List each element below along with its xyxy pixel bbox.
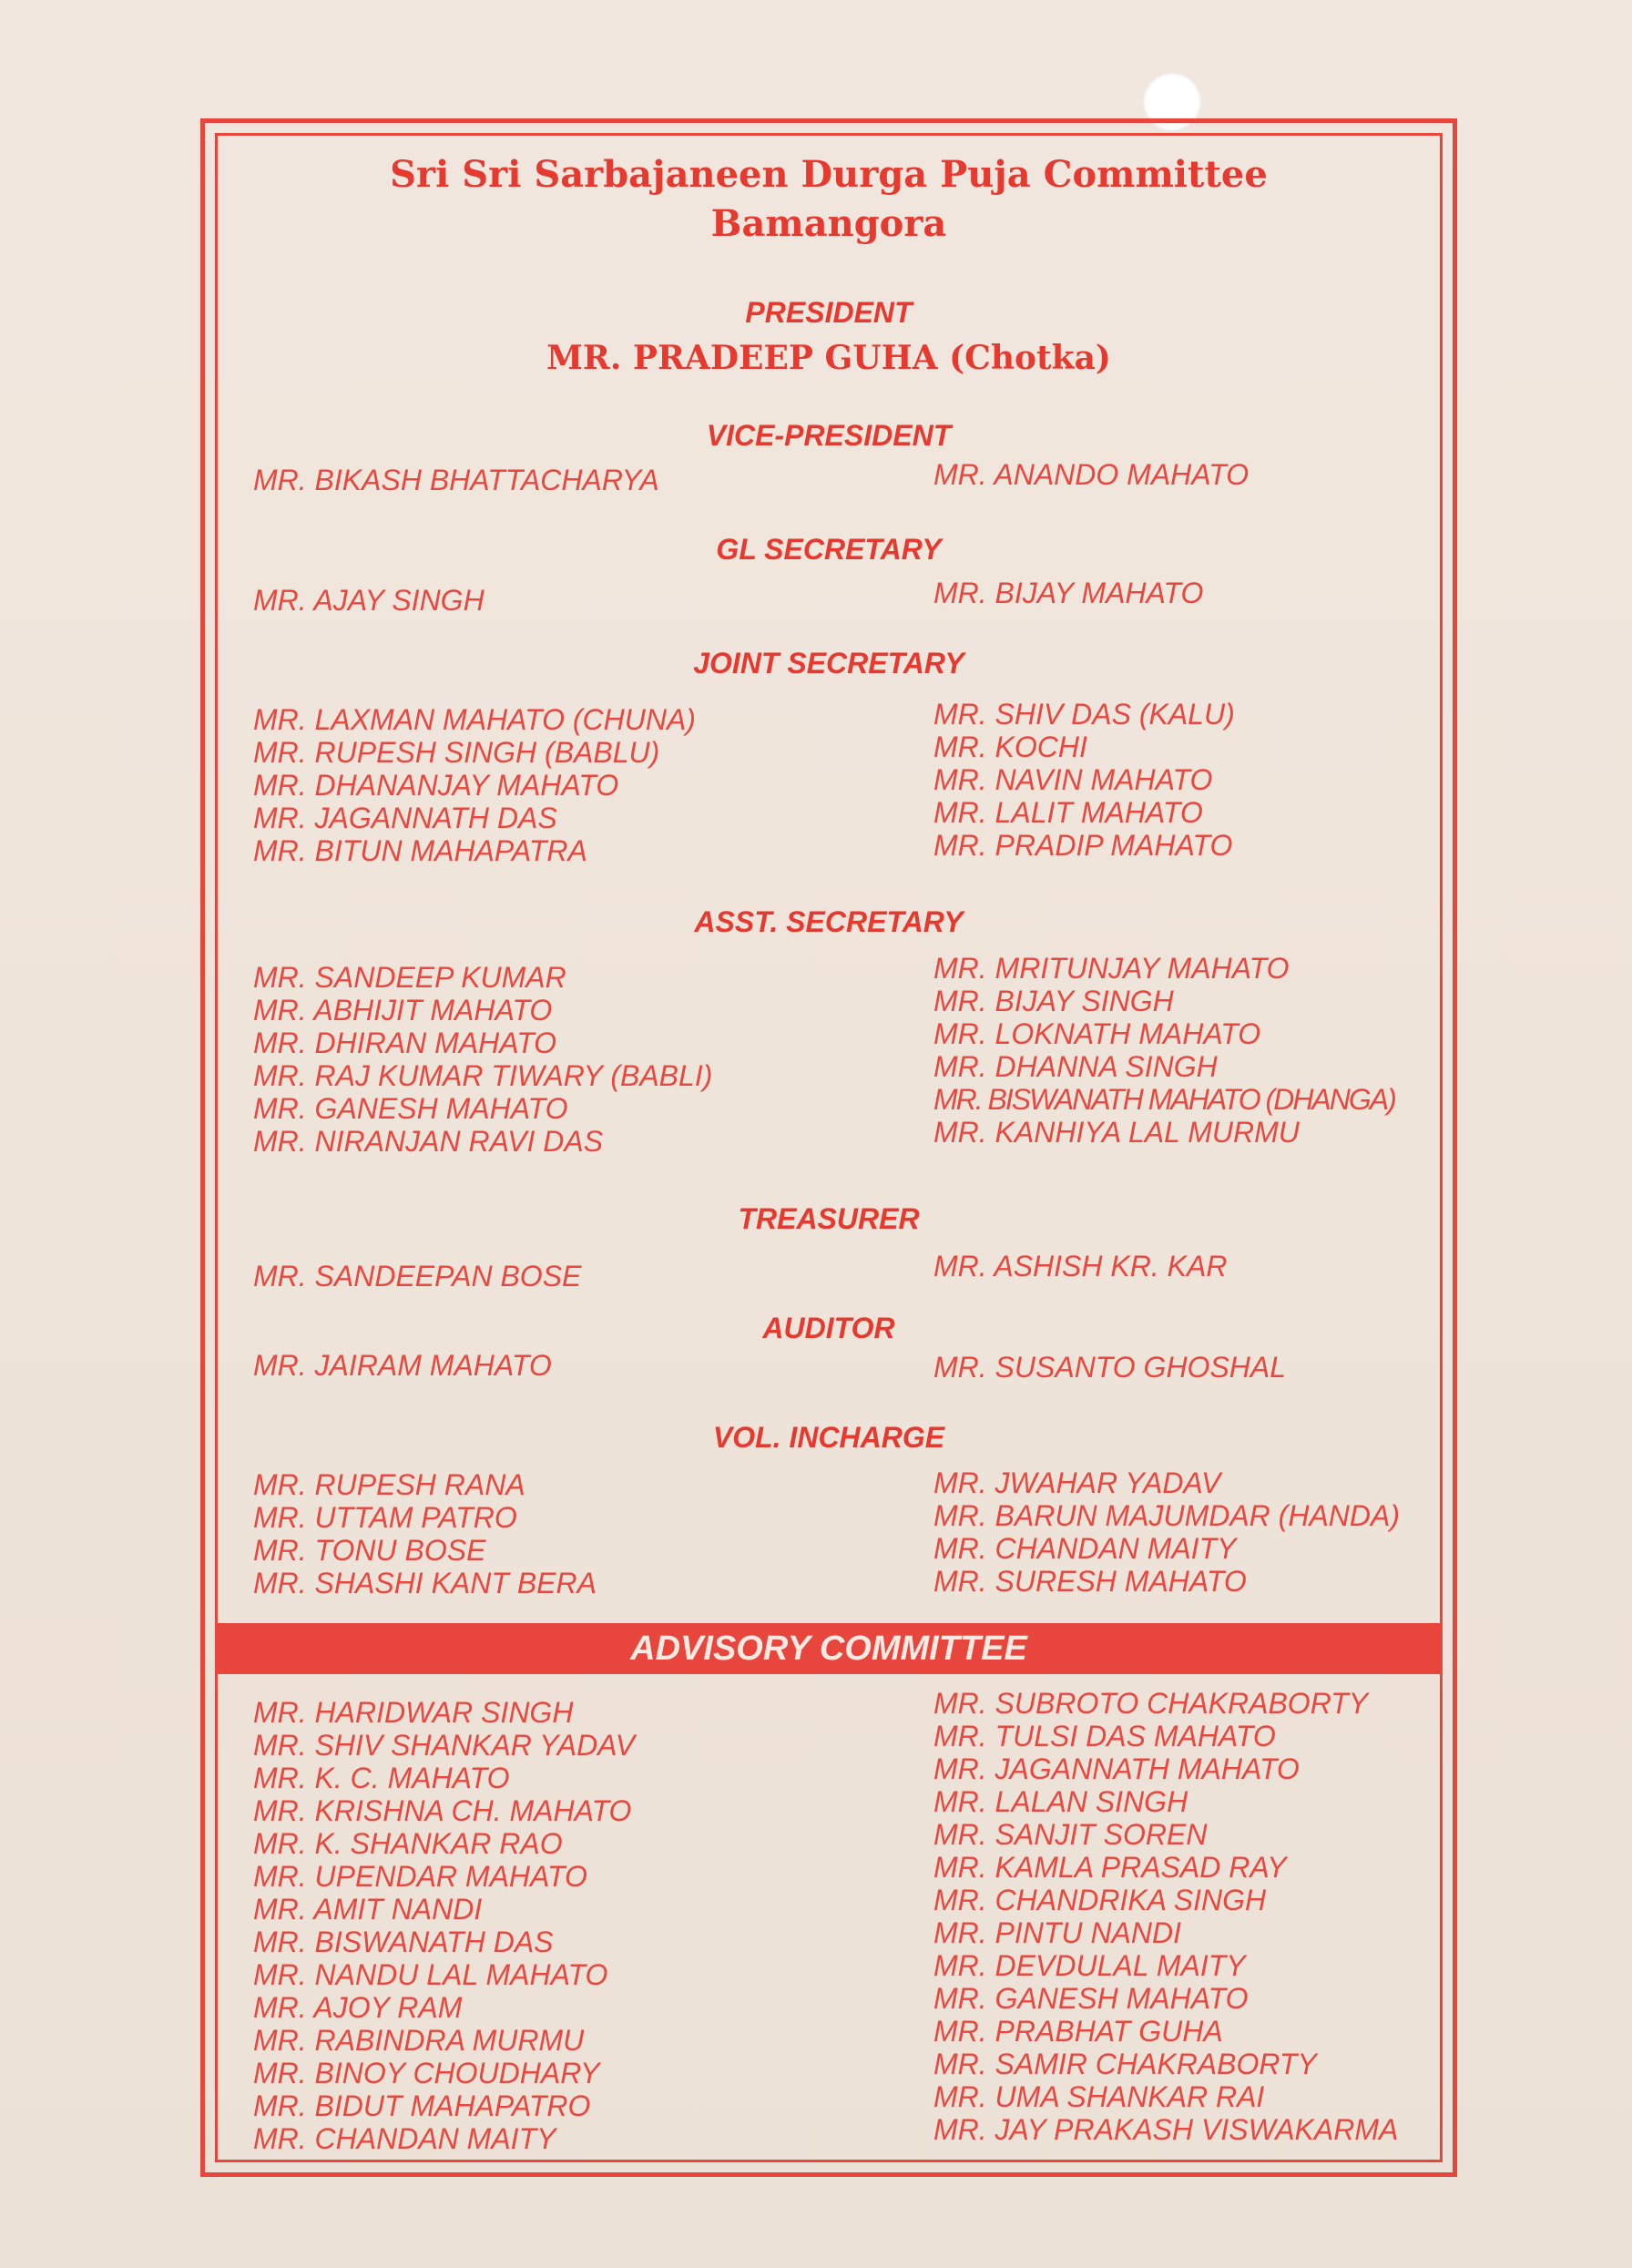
member-name: MR. CHANDAN MAITY [933, 1532, 1237, 1565]
vice-president-left [253, 463, 659, 497]
treasurer-title: TREASURER [738, 1202, 920, 1235]
gl-secretary-right [933, 576, 1203, 610]
member-name: MR. PRABHAT GUHA [933, 2015, 1223, 2048]
member-name: MR. GANESH MAHATO [253, 1092, 568, 1125]
vol-incharge-right [933, 1466, 1400, 1598]
joint-secretary-right [933, 698, 1235, 862]
member-name: MR. DEVDULAL MAITY [933, 1949, 1246, 1982]
member-name: MR. RUPESH RANA [253, 1468, 525, 1501]
asst-secretary-title: ASST. SECRETARY [694, 905, 964, 938]
member-name: MR. DHANNA SINGH [933, 1050, 1218, 1083]
joint-secretary-left [253, 703, 696, 867]
member-name: MR. BITUN MAHAPATRA [253, 834, 587, 867]
member-name: MR. CHANDRIKA SINGH [933, 1884, 1267, 1916]
member-name: MR. LOKNATH MAHATO [933, 1017, 1261, 1050]
member-name: MR. BARUN MAJUMDAR (HANDA) [933, 1499, 1400, 1532]
member-name: MR. BIJAY SINGH [933, 985, 1174, 1017]
member-name: MR. LAXMAN MAHATO (CHUNA) [253, 703, 696, 736]
member-name: MR. KAMLA PRASAD RAY [933, 1851, 1287, 1884]
member-name: MR. JAIRAM MAHATO [253, 1349, 552, 1382]
member-name: MR. CHANDAN MAITY [253, 2122, 556, 2155]
vol-incharge-title: VOL. INCHARGE [712, 1421, 945, 1454]
gl-secretary-title: GL SECRETARY [716, 533, 942, 566]
member-name: MR. SHIV SHANKAR YADAV [253, 1729, 636, 1762]
member-name: MR. TONU BOSE [253, 1534, 486, 1567]
member-name: MR. SUSANTO GHOSHAL [933, 1351, 1287, 1384]
member-name: MR. BIJAY MAHATO [933, 577, 1204, 609]
member-name: MR. SAMIR CHAKRABORTY [933, 2048, 1317, 2080]
member-name: MR. SANDEEP KUMAR [253, 961, 566, 994]
member-name: MR. SANJIT SOREN [933, 1818, 1208, 1851]
joint-secretary-title: JOINT SECRETARY [693, 647, 964, 679]
advisory-committee-left [253, 1696, 635, 2155]
vice-president-right [933, 457, 1249, 492]
member-name: MR. NAVIN MAHATO [933, 763, 1213, 796]
member-name: MR. BIKASH BHATTACHARYA [253, 464, 659, 496]
member-name: MR. TULSI DAS MAHATO [933, 1720, 1276, 1752]
member-name: MR. JWAHAR YADAV [933, 1466, 1221, 1499]
member-name: MR. SANDEEPAN BOSE [253, 1260, 582, 1292]
advisory-committee-right [933, 1687, 1398, 2146]
member-name: MR. KOCHI [933, 730, 1087, 763]
president-title: PRESIDENT [745, 296, 913, 329]
member-name: MR. K. SHANKAR RAO [253, 1827, 563, 1860]
member-name: MR. ANANDO MAHATO [933, 458, 1250, 491]
auditor-left [253, 1348, 552, 1383]
committee-name: Sri Sri Sarbajaneen Durga Puja Committee [390, 153, 1268, 196]
member-name: MR. DHANANJAY MAHATO [253, 769, 619, 802]
member-name: MR. AMIT NANDI [253, 1893, 483, 1926]
auditor-right [933, 1350, 1286, 1384]
member-name: MR. SHASHI KANT BERA [253, 1567, 597, 1599]
member-name: MR. JAY PRAKASH VISWAKARMA [933, 2113, 1399, 2146]
gl-secretary-left [253, 583, 484, 618]
member-name: MR. JAGANNATH DAS [253, 802, 557, 834]
vol-incharge-left [253, 1468, 597, 1599]
member-name: MR. BINOY CHOUDHARY [253, 2057, 600, 2089]
member-name: MR. RABINDRA MURMU [253, 2024, 585, 2057]
member-name: MR. AJOY RAM [253, 1991, 463, 2024]
member-name: MR. AJAY SINGH [253, 584, 484, 617]
member-name: MR. PINTU NANDI [933, 1916, 1181, 1949]
member-name: MR. MRITUNJAY MAHATO [933, 952, 1290, 985]
member-name: MR. RUPESH SINGH (BABLU) [253, 736, 660, 769]
member-name: MR. UMA SHANKAR RAI [933, 2080, 1265, 2113]
auditor-title: AUDITOR [762, 1312, 895, 1344]
member-name: MR. SUBROTO CHAKRABORTY [933, 1687, 1369, 1720]
committee-location: Bamangora [710, 202, 947, 245]
member-name: MR. RAJ KUMAR TIWARY (BABLI) [253, 1059, 713, 1092]
member-name: MR. HARIDWAR SINGH [253, 1696, 574, 1729]
member-name: MR. PRADIP MAHATO [933, 829, 1233, 862]
member-name: MR. JAGANNATH MAHATO [933, 1752, 1300, 1785]
member-name: MR. SHIV DAS (KALU) [933, 698, 1235, 730]
president-name: MR. PRADEEP GUHA (Chotka) [546, 339, 1111, 377]
member-name: MR. BIDUT MAHAPATRO [253, 2089, 591, 2122]
member-name: MR. UPENDAR MAHATO [253, 1860, 587, 1893]
member-name: MR. KRISHNA CH. MAHATO [253, 1794, 632, 1827]
treasurer-right [933, 1249, 1227, 1283]
member-name: MR. ASHISH KR. KAR [933, 1250, 1228, 1282]
member-name: MR. BISWANATH DAS [253, 1926, 554, 1958]
member-name: MR. NIRANJAN RAVI DAS [253, 1125, 604, 1158]
asst-secretary-right [933, 952, 1395, 1149]
treasurer-left [253, 1259, 581, 1293]
member-name: MR. KANHIYA LAL MURMU [933, 1116, 1300, 1149]
member-name: MR. K. C. MAHATO [253, 1762, 510, 1794]
member-name: MR. NANDU LAL MAHATO [253, 1958, 608, 1991]
member-name: MR. GANESH MAHATO [933, 1982, 1249, 2015]
member-name: MR. LALIT MAHATO [933, 796, 1203, 829]
advisory-committee-banner: ADVISORY COMMITTEE [215, 1623, 1443, 1674]
member-name: MR. DHIRAN MAHATO [253, 1027, 557, 1059]
member-name: MR. LALAN SINGH [933, 1785, 1188, 1818]
member-name: MR. BISWANATH MAHATO (DHANGA) [933, 1083, 1395, 1116]
vice-president-title: VICE-PRESIDENT [706, 419, 952, 452]
member-name: MR. ABHIJIT MAHATO [253, 994, 553, 1027]
asst-secretary-left [253, 961, 712, 1158]
member-name: MR. UTTAM PATRO [253, 1501, 517, 1534]
member-name: MR. SURESH MAHATO [933, 1565, 1247, 1598]
